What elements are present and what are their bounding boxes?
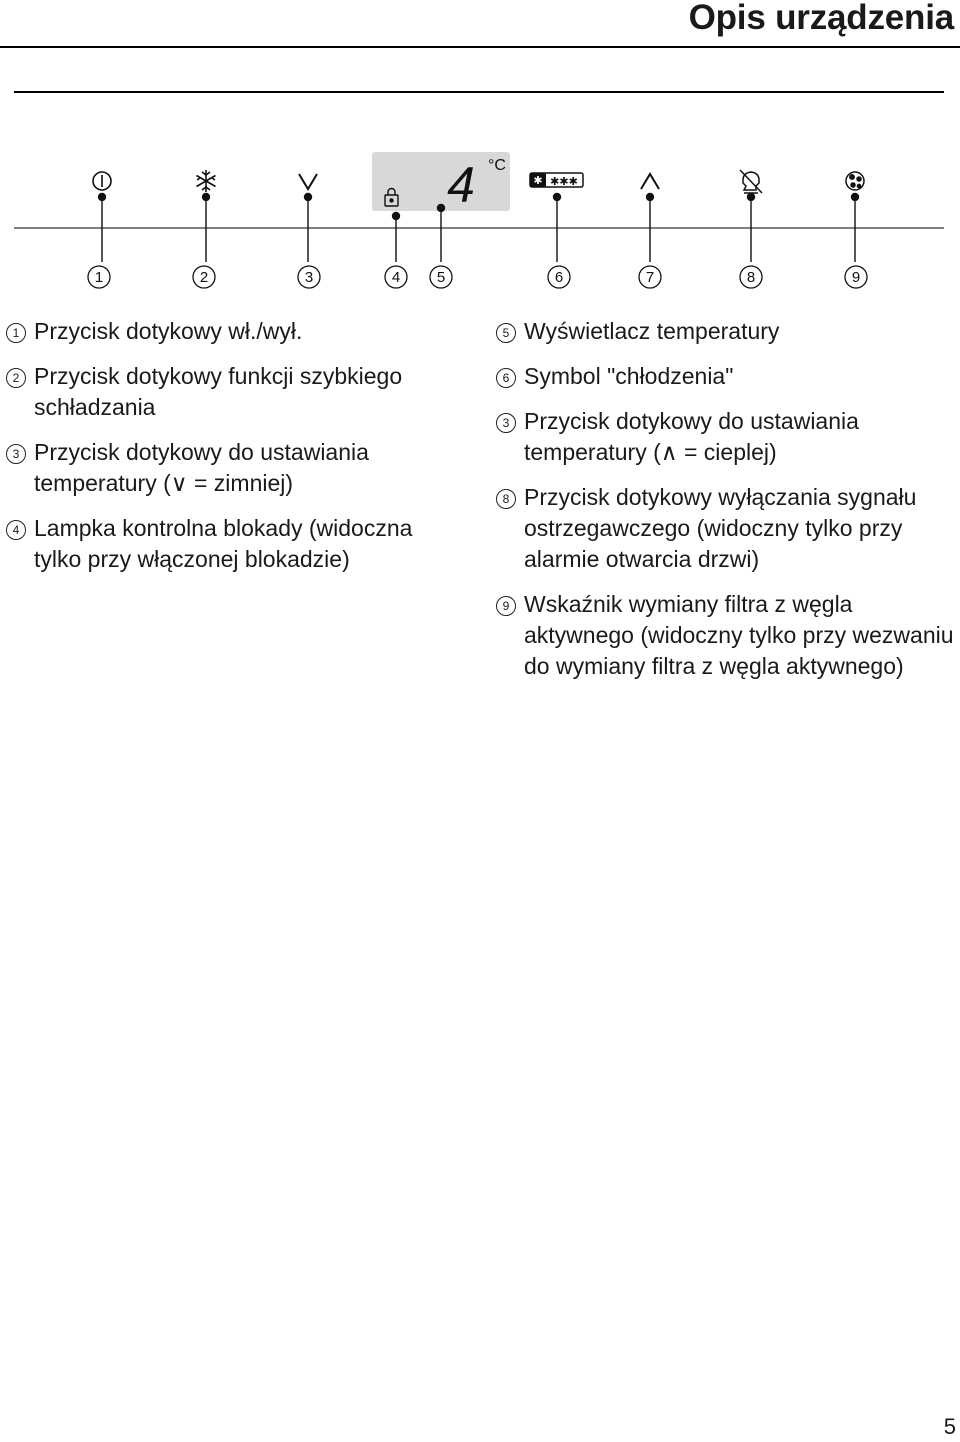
- callout-7: 7: [645, 269, 655, 286]
- callout-4: 4: [391, 269, 401, 286]
- callout-5: 5: [436, 269, 446, 286]
- callout-9: 9: [851, 269, 861, 286]
- legend-right: [494, 316, 958, 696]
- legend-text: Przycisk dotykowy wł./wył.: [34, 318, 303, 344]
- legend-text: Symbol "chłodzenia": [524, 363, 734, 389]
- legend-number: 4: [6, 520, 26, 540]
- snowflake-icon: [197, 170, 216, 192]
- legend-text: Wskaźnik wymiany filtra z węgla aktywnego (widoczny tylko przy wezwaniu do wymiany filtra z węgla aktywnego): [524, 591, 954, 679]
- alarm-off-icon: [740, 170, 762, 193]
- legend-text: Przycisk dotykowy wyłączania sygnału ostrzegawczego (widoczny tylko przy alarmie otwarcia drzwi): [524, 484, 917, 572]
- legend-item: [494, 589, 958, 682]
- callout-2: 2: [199, 269, 209, 286]
- legend-number: 3: [496, 413, 516, 433]
- section-rule: [14, 91, 944, 93]
- legend-item: [494, 482, 958, 575]
- legend-item: [4, 513, 464, 575]
- power-icon: [93, 172, 111, 190]
- legend-item: [494, 361, 958, 392]
- legend-number: 3: [6, 444, 26, 464]
- legend-item: [4, 316, 464, 347]
- display-unit: °C: [488, 157, 506, 174]
- legend-item: [494, 406, 958, 468]
- filter-indicator-icon: [846, 172, 864, 190]
- legend-number: 6: [496, 368, 516, 388]
- callout-6: 6: [554, 269, 564, 286]
- legend-number: 8: [496, 489, 516, 509]
- chevron-down-icon: [299, 174, 317, 189]
- legend-number: 9: [496, 596, 516, 616]
- control-panel-diagram: [0, 140, 960, 300]
- legend-text: Wyświetlacz temperatury: [524, 318, 780, 344]
- legend-text: Przycisk dotykowy do ustawiania temperatury (∨ = zimniej): [34, 439, 369, 496]
- callout-1: 1: [94, 269, 104, 286]
- cooling-symbol-icon: [530, 173, 583, 188]
- page-number: 5: [943, 1414, 956, 1439]
- chevron-up-icon: [641, 174, 659, 189]
- legend-text: Przycisk dotykowy funkcji szybkiego schładzania: [34, 363, 403, 420]
- legend-text: Przycisk dotykowy do ustawiania temperatury (∧ = cieplej): [524, 408, 859, 465]
- legend-item: [4, 361, 464, 423]
- legend-left: [4, 316, 464, 589]
- legend-text: Lampka kontrolna blokady (widoczna tylko przy włączonej blokadzie): [34, 515, 413, 572]
- legend-item: [494, 316, 958, 347]
- legend-number: 5: [496, 323, 516, 343]
- title-rule: [0, 46, 960, 48]
- page-title: Opis urządzenia: [688, 0, 954, 37]
- svg-text:✱✱✱: ✱✱✱: [550, 175, 578, 188]
- svg-text:✱: ✱: [533, 174, 543, 187]
- display-digit: 4: [447, 157, 475, 213]
- legend-number: 1: [6, 323, 26, 343]
- callout-8: 8: [746, 269, 756, 286]
- legend-number: 2: [6, 368, 26, 388]
- callout-3: 3: [304, 269, 314, 286]
- legend-item: [4, 437, 464, 499]
